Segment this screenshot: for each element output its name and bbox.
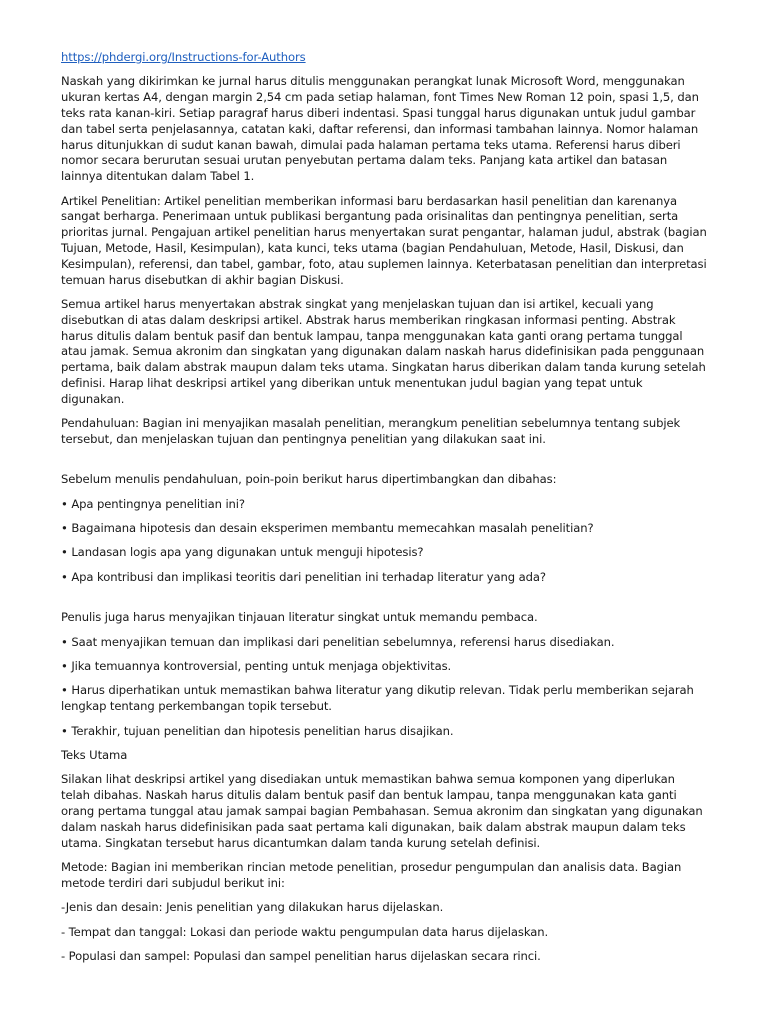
paragraph-pendahuluan: Pendahuluan: Bagian ini menyajikan masalah penelitian, merangkum penelitian sebelumnya tentang subjek tersebut, dan menjelaskan tujuan dan pentingnya penelitian yang dilakukan saat ini. [61, 416, 681, 446]
heading-teks-utama: Teks Utama [61, 748, 128, 762]
document-page [61, 50, 707, 973]
list-item: • Landasan logis apa yang digunakan untuk menguji hipotesis? [61, 545, 424, 560]
list-item: -Jenis dan desain: Jenis penelitian yang dilakukan harus dijelaskan. [61, 900, 444, 915]
paragraph-artikel-penelitian: Artikel Penelitian: Artikel penelitian memberikan informasi baru berdasarkan hasil penelitian dan karenanya sangat berharga. Penerimaan untuk publikasi bergantung pada orisinalitas dan pentingnya penelitian, serta prioritas jurnal. Pengajuan artikel penelitian harus menyertakan surat pengantar, halaman judul, abstrak (bagian Tujuan, Metode, Hasil, Kesimpulan), kata kunci, teks utama (bagian Pendahuluan, Metode, Hasil, Diskusi, dan Kesimpulan), referensi, dan tabel, gambar, foto, atau suplemen lainnya. Keterbatasan penelitian dan interpretasi temuan harus disebutkan di akhir bagian Diskusi. [61, 193, 707, 287]
list-item: - Tempat dan tanggal: Lokasi dan periode waktu pengumpulan data harus dijelaskan. [61, 924, 549, 939]
list-item: • Apa kontribusi dan implikasi teoritis dari penelitian ini terhadap literatur yang ada? [61, 569, 546, 584]
list-item: • Terakhir, tujuan penelitian dan hipotesis penelitian harus disajikan. [61, 723, 454, 738]
paragraph-intro: Naskah yang dikirimkan ke jurnal harus ditulis menggunakan perangkat lunak Microsoft Word, menggunakan ukuran kertas A4, dengan margin 2,54 cm pada setiap halaman, font Times New Roman 12 poin, spasi 1,5, dan teks rata kanan-kiri. Setiap paragraf harus diberi indentasi. Spasi tunggal harus digunakan untuk judul gambar dan tabel serta penjelasannya, catatan kaki, daftar referensi, dan informasi tambahan lainnya. Nomor halaman harus ditunjukkan di sudut kanan bawah, dimulai pada halaman pertama teks utama. Referensi harus diberi nomor secara berurutan sesuai urutan penyebutan pertama dalam teks. Panjang kata artikel dan batasan lainnya ditentukan dalam Tabel 1. [61, 74, 699, 184]
paragraph-silakan: Silakan lihat deskripsi artikel yang disediakan untuk memastikan bahwa semua komponen yang diperlukan telah dibahas. Naskah harus ditulis dalam bentuk pasif dan bentuk lampau, tanpa menggunakan kata ganti orang pertama tunggal atau jamak sampai bagian Pembahasan. Semua akronim dan singkatan yang digunakan dalam naskah harus didefinisikan pada saat pertama kali digunakan, baik dalam abstrak maupun dalam teks utama. Singkatan tersebut harus dicantumkan dalam tanda kurung setelah definisi. [61, 772, 703, 850]
list-item: • Harus diperhatikan untuk memastikan bahwa literatur yang dikutip relevan. Tidak perlu memberikan sejarah lengkap tentang perkembangan topik tersebut. [61, 683, 694, 714]
list-item: • Bagaimana hipotesis dan desain eksperimen membantu memecahkan masalah penelitian? [61, 521, 594, 536]
spacer [61, 456, 707, 472]
list-item: • Apa pentingnya penelitian ini? [61, 496, 245, 511]
list-item: • Saat menyajikan temuan dan implikasi dari penelitian sebelumnya, referensi harus disediakan. [61, 634, 615, 649]
paragraph-penulis: Penulis juga harus menyajikan tinjauan literatur singkat untuk memandu pembaca. [61, 610, 538, 625]
spacer [61, 594, 707, 610]
instructions-link[interactable]: https://phdergi.org/Instructions-for-Authors [61, 50, 306, 64]
list-item: - Populasi dan sampel: Populasi dan sampel penelitian harus dijelaskan secara rinci. [61, 948, 541, 963]
list-item: • Jika temuannya kontroversial, penting untuk menjaga objektivitas. [61, 659, 452, 674]
paragraph-sebelum: Sebelum menulis pendahuluan, poin-poin berikut harus dipertimbangkan dan dibahas: [61, 472, 557, 487]
paragraph-metode: Metode: Bagian ini memberikan rincian metode penelitian, prosedur pengumpulan dan analisis data. Bagian metode terdiri dari subjudul berikut ini: [61, 859, 682, 890]
paragraph-abstrak: Semua artikel harus menyertakan abstrak singkat yang menjelaskan tujuan dan isi artikel, kecuali yang disebutkan di atas dalam deskripsi artikel. Abstrak harus memberikan ringkasan informasi penting. Abstrak harus ditulis dalam bentuk pasif dan bentuk lampau, tanpa menggunakan kata ganti orang pertama tunggal atau jamak. Semua akronim dan singkatan yang digunakan dalam naskah harus didefinisikan pada penggunaan pertama, baik dalam abstrak maupun dalam teks utama. Singkatan harus diberikan dalam tanda kurung setelah definisi. Harap lihat deskripsi artikel yang diberikan untuk menentukan judul bagian yang tepat untuk digunakan. [61, 296, 706, 406]
